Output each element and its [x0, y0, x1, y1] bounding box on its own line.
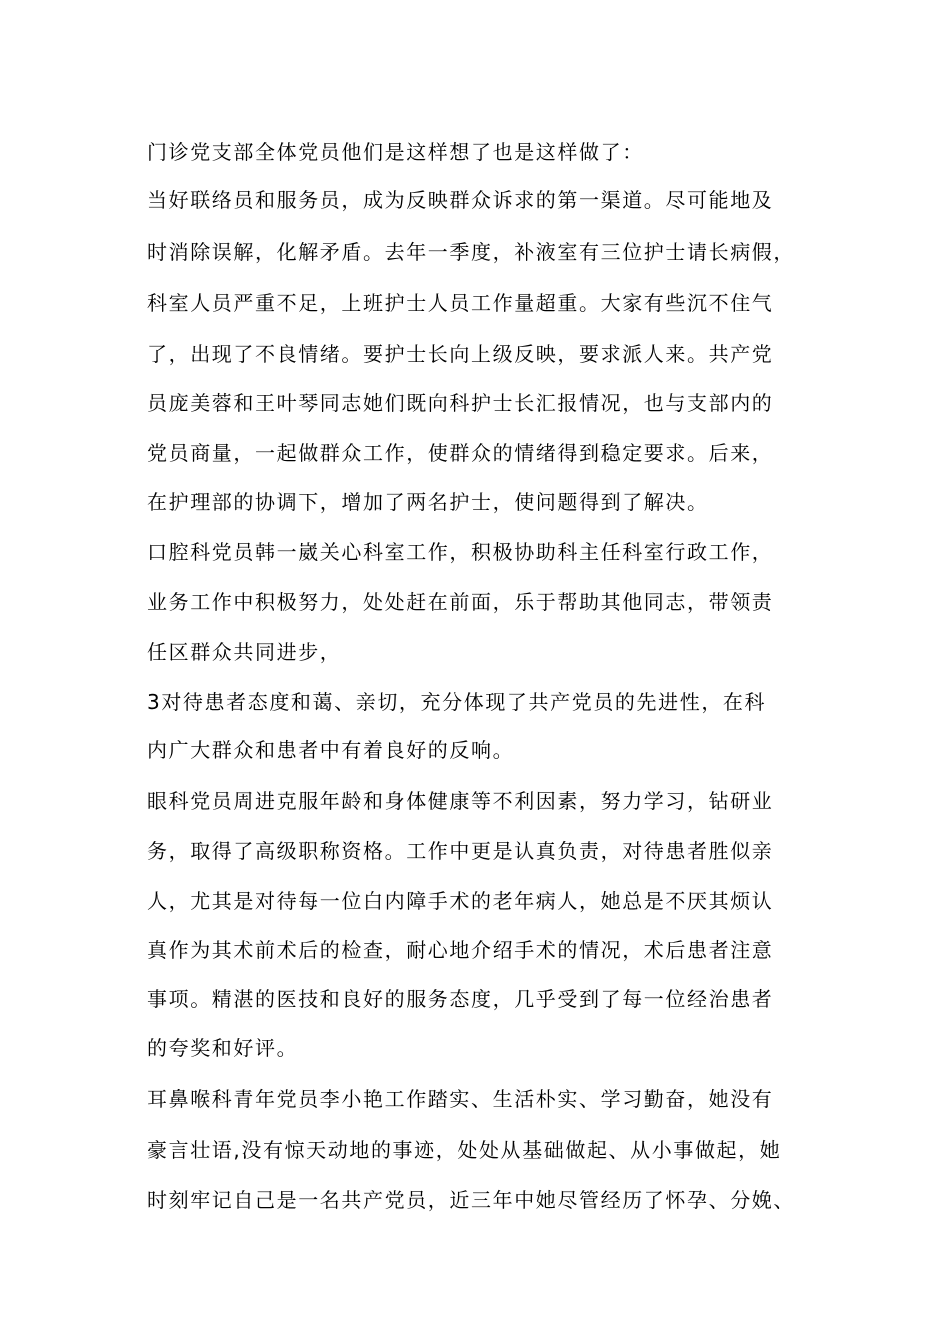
text-line: 耳鼻喉科青年党员李小艳工作踏实、生活朴实、学习勤奋，她没有 — [147, 1087, 774, 1111]
text-line: 3对待患者态度和蔼、亲切，充分体现了共产党员的先进性，在科 — [147, 690, 767, 714]
text-line: 时刻牢记自己是一名共产党员，近三年中她尽管经历了怀孕、分娩、 — [147, 1188, 795, 1212]
text-line: 党员商量，一起做群众工作，使群众的情绪得到稳定要求。后来， — [147, 441, 774, 465]
text-line: 真作为其术前术后的检查，耐心地介绍手术的情况，术后患者注意 — [147, 938, 774, 962]
text-line: 内广大群众和患者中有着良好的反响。 — [147, 738, 515, 762]
text-line: 务，取得了高级职称资格。工作中更是认真负责，对待患者胜似亲 — [147, 839, 774, 863]
text-line: 科室人员严重不足，上班护士人员工作量超重。大家有些沉不住气 — [147, 291, 774, 315]
text-line: 了，出现了不良情绪。要护士长向上级反映，要求派人来。共产党 — [147, 342, 774, 366]
text-line: 口腔科党员韩一崴关心科室工作，积极协助科主任科室行政工作， — [147, 540, 774, 564]
text-line: 眼科党员周进克服年龄和身体健康等不利因素，努力学习，钻研业 — [147, 789, 774, 813]
text-line: 业务工作中积极努力，处处赶在前面，乐于帮助其他同志，带领责 — [147, 590, 774, 614]
text-line: 事项。精湛的医技和良好的服务态度，几乎受到了每一位经治患者 — [147, 987, 774, 1011]
text-line: 的夸奖和好评。 — [147, 1036, 299, 1060]
text-line: 当好联络员和服务员，成为反映群众诉求的第一渠道。尽可能地及 — [147, 188, 774, 212]
text-line: 在护理部的协调下，增加了两名护士，使问题得到了解决。 — [147, 490, 709, 514]
text-line: 人，尤其是对待每一位白内障手术的老年病人，她总是不厌其烦认 — [147, 889, 774, 913]
text-line: 豪言壮语,没有惊天动地的事迹，处处从基础做起、从小事做起，她 — [147, 1138, 782, 1162]
text-line: 时消除误解，化解矛盾。去年一季度，补液室有三位护士请长病假， — [147, 240, 795, 264]
text-line: 门诊党支部全体党员他们是这样想了也是这样做了： — [147, 140, 644, 164]
text-line: 任区群众共同进步， — [147, 640, 342, 664]
text-line: 员庞美蓉和王叶琴同志她们既向科护士长汇报情况，也与支部内的 — [147, 391, 774, 415]
